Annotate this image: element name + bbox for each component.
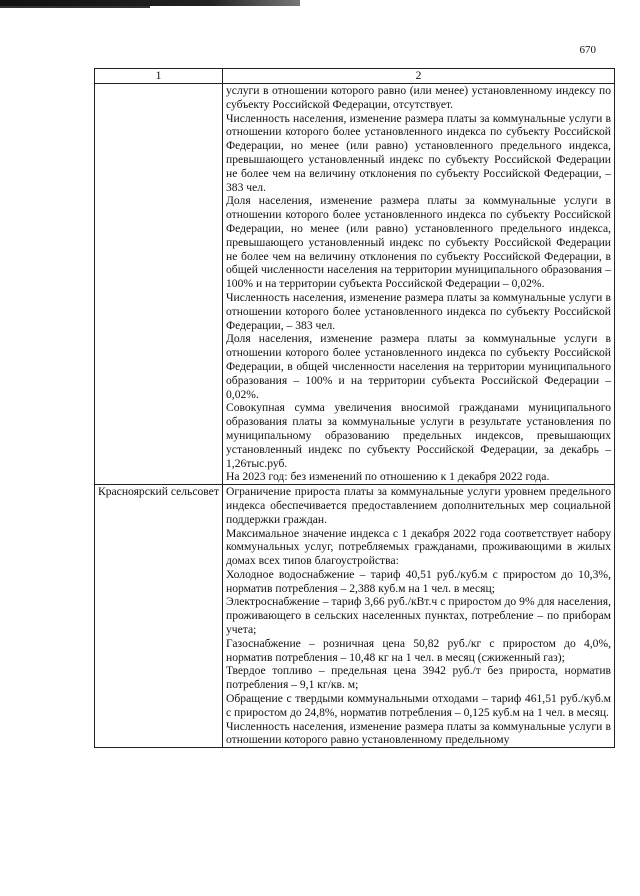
paragraph: Ограничение прироста платы за коммунальные услуги уровнем предельного индекса обеспечивается предоставлением дополнительных мер социальной поддержки граждан. (226, 485, 611, 526)
table-row (95, 485, 615, 748)
paragraph: Твердое топливо – предельная цена 3942 руб./т без прироста, норматив потребления – 9,1 кг/кв. м; (226, 664, 611, 692)
paragraph: Численность населения, изменение размера платы за коммунальные услуги в отношении которого более установленного индекса по субъекту Российской Федерации, – 383 чел. (226, 290, 611, 332)
table-header-row (95, 69, 615, 84)
paragraph: Численность населения, изменение размера платы за коммунальные услуги в отношении которого более установленного индекса по субъекту Российской Федерации, но менее (или равно) установленного предельного индекса, превышающего установленный индекс по субъекту Российской Федерации не более чем на величину отклонения по субъекту Российской Федерации, – 383 чел. (226, 111, 611, 194)
paragraph: Доля населения, изменение размера платы за коммунальные услуги в отношении которого более установленного индекса по субъекту Российской Федерации, в общей численности населения на территории муниципального образования – 100% и на территории субъекта Российской Федерации – 0,02%. (226, 332, 611, 401)
region-cell (95, 84, 223, 485)
paragraph: Доля населения, изменение размера платы за коммунальные услуги в отношении которого более установленного индекса по субъекту Российской Федерации, но менее (или равно) установленного предельного индекса, превышающего установленный индекс по субъекту Российской Федерации не более чем на величину отклонения по субъекту Российской Федерации, в общей численности населения на территории муниципального образования – 100% и на территории субъекта Российской Федерации – 0,02%. (226, 194, 611, 291)
paragraph: Максимальное значение индекса с 1 декабря 2022 года соответствует набору коммунальных услуг, потребляемых гражданами, проживающими в жилых домах всех типов благоустройства: (226, 526, 611, 568)
paragraph: Обращение с твердыми коммунальными отходами – тариф 461,51 руб./куб.м с приростом до 24,8%, норматив потребления – 0,125 куб.м на 1 чел. в месяц. (226, 692, 611, 719)
description-cell (223, 485, 615, 748)
table-row (95, 84, 615, 485)
description-cell (223, 84, 615, 485)
paragraph: Электроснабжение – тариф 3,66 руб./кВт.ч с приростом до 9% для населения, проживающего в сельских населенных пунктах, потребление – по приборам учета; (226, 595, 611, 637)
paragraph: Холодное водоснабжение – тариф 40,51 руб./куб.м с приростом до 10,3%, норматив потребления – 2,388 куб.м на 1 чел. в месяц; (226, 567, 611, 595)
paragraph: Численность населения, изменение размера платы за коммунальные услуги в отношении которого равно установленному предельному (226, 719, 611, 747)
column-header-2: 2 (223, 69, 615, 84)
scan-edge-mark-thin (0, 6, 150, 8)
paragraph: На 2023 год: без изменений по отношению к 1 декабря 2022 года. (226, 470, 550, 484)
column-header-1: 1 (95, 69, 223, 84)
paragraph: Газоснабжение – розничная цена 50,82 руб./кг с приростом до 4,0%, норматив потребления – 10,48 кг на 1 чел. в месяц (сжиженный газ); (226, 636, 611, 664)
paragraph: Совокупная сумма увеличения вносимой гражданами муниципального образования платы за коммунальные услуги в результате установления по муниципальному образованию предельных индексов, превышающих установленный индекс по субъекту Российской Федерации, за декабрь – 1,26тыс.руб. (226, 401, 611, 470)
paragraph: услуги в отношении которого равно (или менее) установленному индексу по субъекту Российской Федерации, отсутствует. (226, 84, 611, 111)
document-table (94, 68, 615, 748)
page-number: 670 (579, 44, 596, 56)
region-cell: Красноярский сельсовет (95, 485, 223, 748)
